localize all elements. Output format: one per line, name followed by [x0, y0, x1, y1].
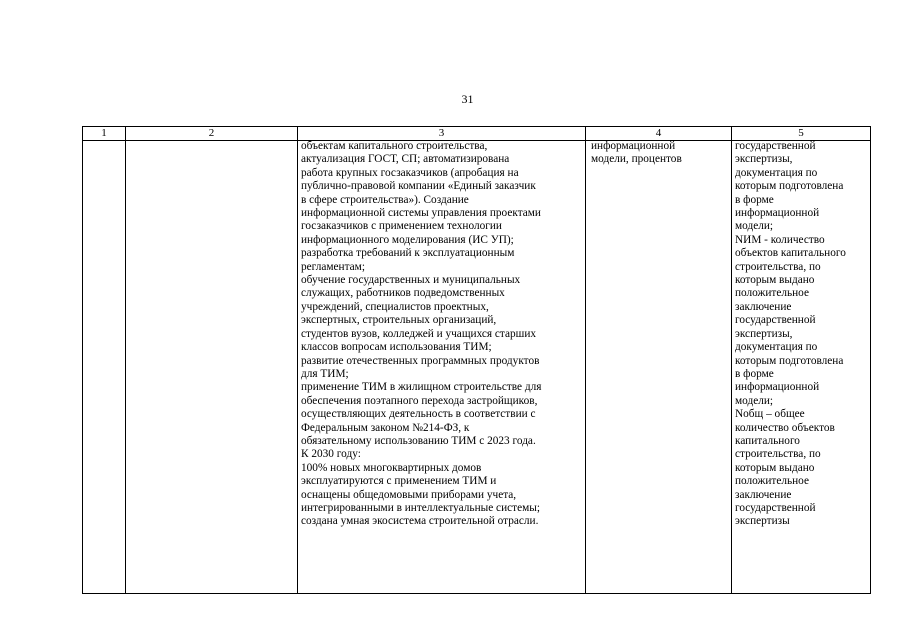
cell-col-3 [298, 141, 586, 594]
cell-col-2 [126, 141, 298, 594]
header-col-3: 3 [298, 127, 586, 141]
cell-col-4 [586, 141, 732, 594]
header-col-1: 1 [83, 127, 126, 141]
cell-col-4-text: информационной модели, процентов [591, 140, 682, 166]
page-number: 31 [461, 92, 474, 106]
cell-col-5 [732, 141, 871, 594]
document-table [82, 126, 871, 594]
cell-col-3-text: объектам капитального строительства, актуализация ГОСТ, СП; автоматизирована работа крупных госзаказчиков (апробация на публично-правовой компании «Единый заказчик в сфере строительства»). Создание информационной системы управления проектами госзаказчиков с применением технологии информационного моделирования (ИС УП); разработка требований к эксплуатационным регламентам; обучение государственных и муниципальных служащих, работников подведомственных учреждений, специалистов проектных, экспертных, строительных организаций, студентов вузов, колледжей и учащихся старших классов вопросам использования ТИМ; развитие отечественных программных продуктов для ТИМ; применение ТИМ в жилищном строительстве для обеспечения поэтапного перехода застройщиков, осуществляющих деятельность в соответствии с Федеральным законом №214-ФЗ, к обязательному использованию ТИМ с 2023 года. К 2030 году: 100% новых многоквартирных домов эксплуатируются с применением ТИМ и оснащены общедомовыми приборами учета, интегрированными в интеллектуальные системы; создана умная экосистема строительной отрасли. [301, 140, 542, 528]
header-col-2: 2 [126, 127, 298, 141]
table-header-row [83, 127, 871, 141]
header-col-4: 4 [586, 127, 732, 141]
cell-col-5-text: государственной экспертизы, документация по которым подготовлена в форме информационной модели; NИМ - количество объектов капитального строительства, по которым выдано положительное заключение государственной экспертизы, документация по которым подготовлена в форме информационной модели; Nобщ – общее количество объектов капитального строительства, по которым выдано положительное заключение государственной экспертизы [735, 140, 846, 528]
table-row [83, 141, 871, 594]
cell-col-1 [83, 141, 126, 594]
header-col-5: 5 [732, 127, 871, 141]
